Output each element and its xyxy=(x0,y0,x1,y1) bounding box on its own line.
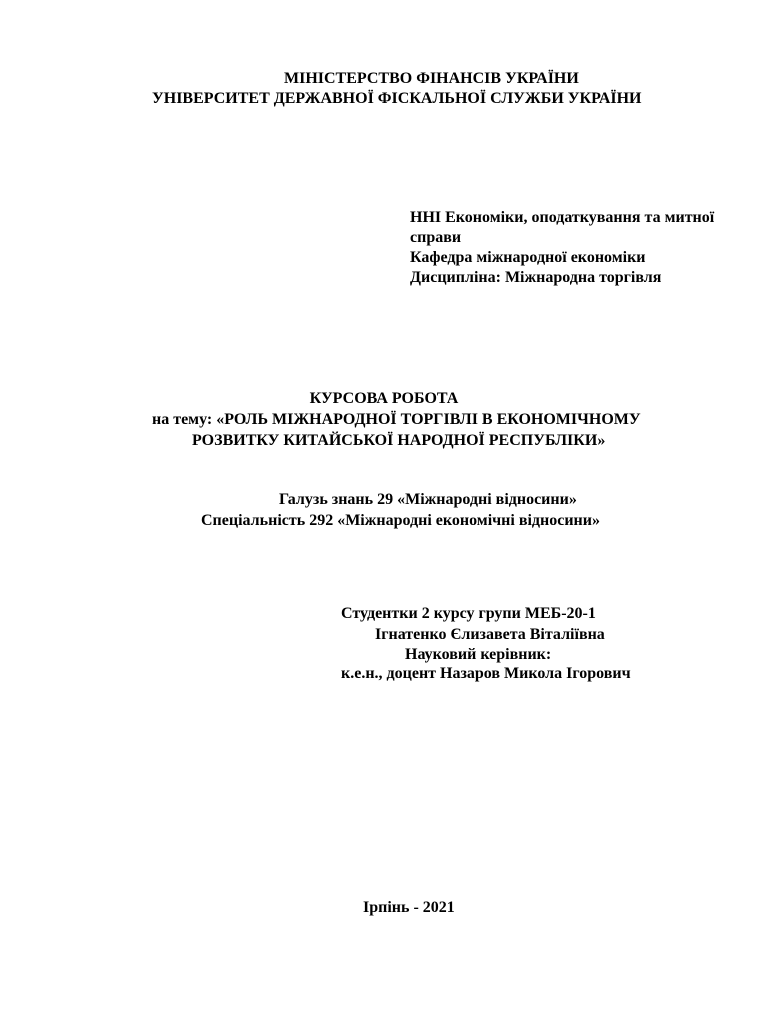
specialty: Спеціальність 292 «Міжнародні економічні відносини» xyxy=(201,512,600,529)
discipline-name: Дисципліна: Міжнародна торгівля xyxy=(410,269,662,286)
supervisor-name: к.е.н., доцент Назаров Микола Ігорович xyxy=(341,665,631,682)
student-name: Ігнатенко Єлизавета Віталіївна xyxy=(375,626,605,643)
supervisor-label: Науковий керівник: xyxy=(405,646,552,663)
place-year: Ірпінь - 2021 xyxy=(363,899,455,916)
chair-name: Кафедра міжнародної економіки xyxy=(410,249,646,266)
work-topic-line2: РОЗВИТКУ КИТАЙСЬКОЇ НАРОДНОЇ РЕСПУБЛІКИ» xyxy=(192,432,606,449)
knowledge-area: Галузь знань 29 «Міжнародні відносини» xyxy=(279,491,577,508)
institute-name: ННІ Економіки, оподаткування та митної справи xyxy=(410,209,715,246)
department-block xyxy=(410,208,730,288)
ministry-title: МІНІСТЕРСТВО ФІНАНСІВ УКРАЇНИ xyxy=(284,70,579,87)
work-topic-line1: на тему: «РОЛЬ МІЖНАРОДНОЇ ТОРГІВЛІ В ЕКОНОМІЧНОМУ xyxy=(152,411,641,428)
work-type: КУРСОВА РОБОТА xyxy=(309,390,459,407)
student-label: Студентки 2 курсу групи МЕБ-20-1 xyxy=(341,605,596,622)
university-title: УНІВЕРСИТЕТ ДЕРЖАВНОЇ ФІСКАЛЬНОЇ СЛУЖБИ УКРАЇНИ xyxy=(152,90,642,107)
